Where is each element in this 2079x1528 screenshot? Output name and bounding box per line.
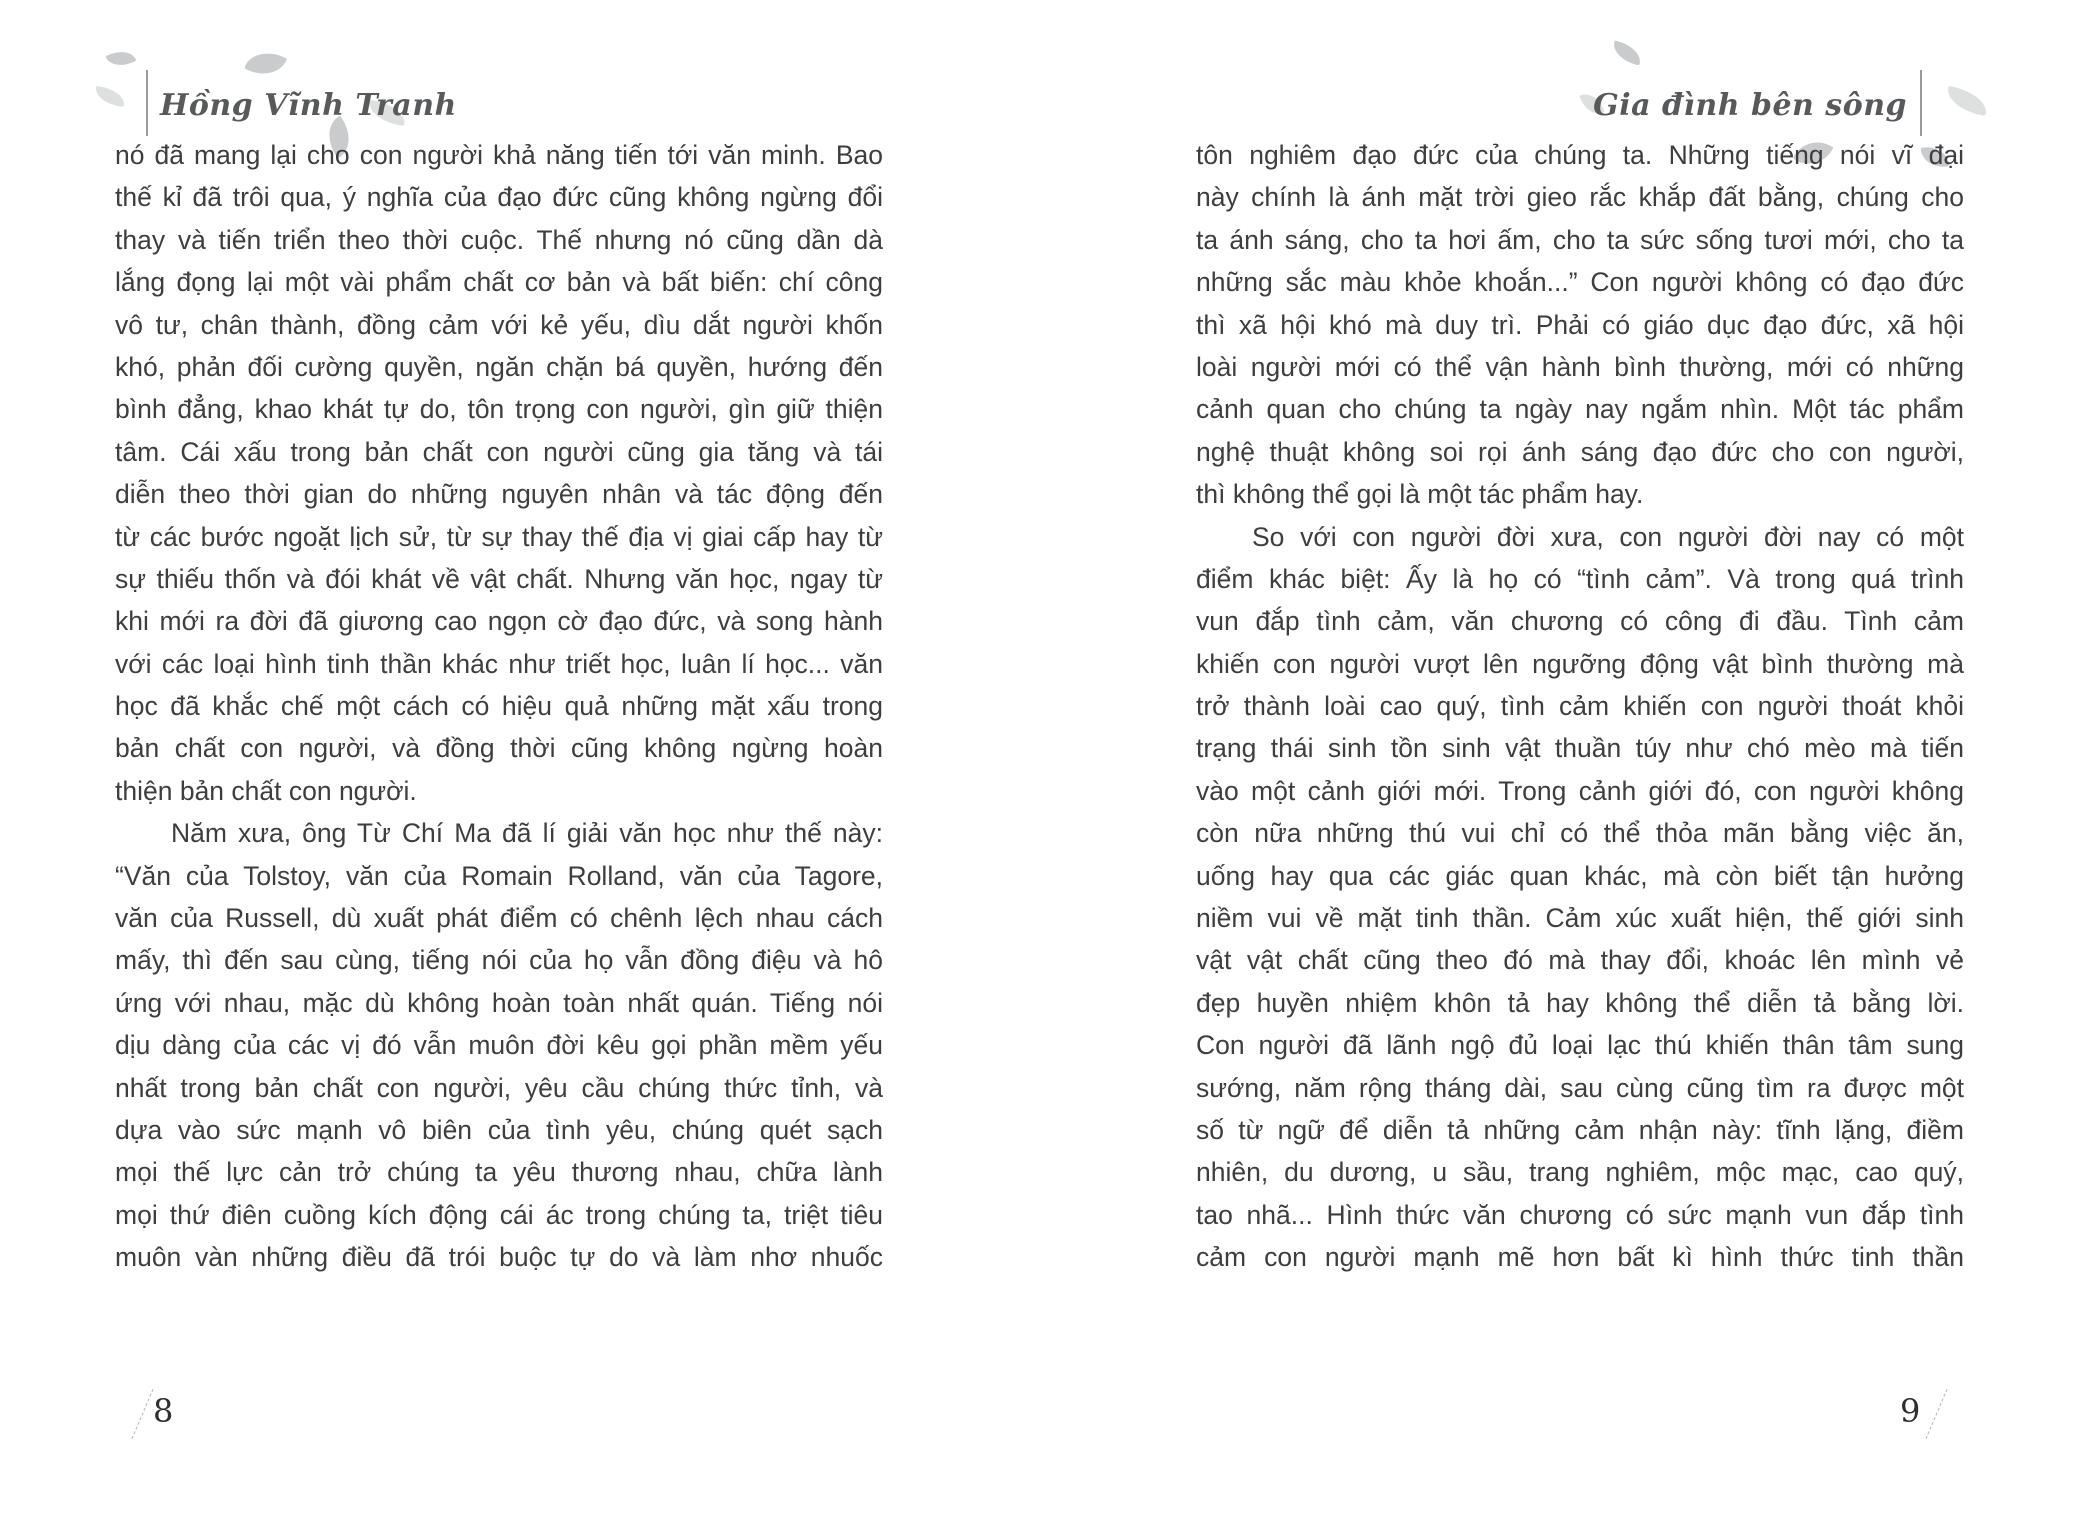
text-line: So với con người đời xưa, con người đời nay có một xyxy=(1252,521,1964,552)
text-line: bình đẳng, khao khát tự do, tôn trọng con người, gìn giữ thiện xyxy=(115,394,883,425)
text-line: trở thành loài cao quý, tình cảm khiến con người thoát khỏi xyxy=(1196,691,1964,722)
text-line: thiện bản chất con người. xyxy=(115,775,417,806)
header-divider-rule xyxy=(1920,70,1922,136)
text-line: tao nhã... Hình thức văn chương có sức mạnh vun đắp tình xyxy=(1196,1199,1964,1230)
text-line: khó, phản đối cường quyền, ngăn chặn bá quyền, hướng đến xyxy=(115,351,883,382)
text-line: thay và tiến triển theo thời cuộc. Thế nhưng nó cũng dần dà xyxy=(115,224,883,255)
page-number-right: 9 xyxy=(1900,1392,1921,1430)
text-line: bản chất con người, và đồng thời cũng không ngừng hoàn xyxy=(115,733,883,764)
folio-slash-ornament xyxy=(1925,1389,1947,1439)
text-line: loài người mới có thể vận hành bình thường, mới có những xyxy=(1196,351,1964,382)
text-line: thế kỉ đã trôi qua, ý nghĩa của đạo đức cũng không ngừng đổi xyxy=(115,182,883,213)
leaf-icon xyxy=(106,45,137,71)
text-line: vật vật chất cũng theo đó mà thay đổi, khoác lên mình vẻ xyxy=(1196,945,1964,976)
text-line: Con người đã lãnh ngộ đủ loại lạc thú khiến thân tâm sung xyxy=(1196,1030,1964,1061)
text-line: uống hay qua các giác quan khác, mà còn biết tận hưởng xyxy=(1196,860,1964,891)
text-line: nó đã mang lại cho con người khả năng tiến tới văn minh. Bao xyxy=(115,140,883,170)
page-number-left: 8 xyxy=(153,1392,174,1430)
leaf-icon xyxy=(94,86,126,107)
text-line: điểm khác biệt: Ấy là họ có “tình cảm”. Và trong quá trình xyxy=(1196,563,1964,594)
text-line: nhiên, du dương, u sầu, trang nghiêm, mộc mạc, cao quý, xyxy=(1196,1157,1964,1188)
text-line: cảm con người mạnh mẽ hơn bất kì hình thức tinh thần xyxy=(1196,1242,1964,1273)
text-line: vun đắp tình cảm, văn chương có công đi đầu. Tình cảm xyxy=(1196,606,1964,637)
text-line: Năm xưa, ông Từ Chí Ma đã lí giải văn học như thế này: xyxy=(171,818,883,849)
right-page-text-column xyxy=(1196,134,1964,1279)
text-line: ứng với nhau, mặc dù không hoàn toàn nhất quán. Tiếng nói xyxy=(115,987,883,1018)
text-line: khi mới ra đời đã giương cao ngọn cờ đạo đức, và song hành xyxy=(115,606,883,637)
text-line: ta ánh sáng, cho ta hơi ấm, cho ta sức sống tươi mới, cho ta xyxy=(1196,224,1964,255)
left-page-text-column xyxy=(115,134,883,1279)
text-line: sướng, năm rộng tháng dài, sau cùng cũng tìm ra được một xyxy=(1196,1072,1964,1103)
text-line: tôn nghiêm đạo đức của chúng ta. Những tiếng nói vĩ đại xyxy=(1196,140,1964,170)
text-line: tâm. Cái xấu trong bản chất con người cũng gia tăng và tái xyxy=(115,436,883,467)
text-line: mọi thế lực cản trở chúng ta yêu thương nhau, chữa lành xyxy=(115,1157,883,1188)
text-line: văn của Russell, dù xuất phát điểm có chênh lệch nhau cách xyxy=(115,903,883,934)
running-header-author: Hồng Vĩnh Tranh xyxy=(160,88,457,123)
text-line: cảnh quan cho chúng ta ngày nay ngắm nhìn. Một tác phẩm xyxy=(1196,394,1964,425)
text-line: còn nữa những thú vui chỉ có thể thỏa mãn bằng việc ăn, xyxy=(1196,818,1964,849)
leaf-icon xyxy=(1610,40,1644,65)
running-header-book-title: Gia đình bên sông xyxy=(1593,88,1907,123)
text-line: khiến con người vượt lên ngưỡng động vật bình thường mà xyxy=(1196,648,1964,679)
header-divider-rule xyxy=(146,70,148,136)
text-line: dựa vào sức mạnh vô biên của tình yêu, chúng quét sạch xyxy=(115,1114,883,1145)
text-line: nghệ thuật không soi rọi ánh sáng đạo đức cho con người, xyxy=(1196,436,1964,467)
text-line: dịu dàng của các vị đó vẫn muôn đời kêu gọi phần mềm yếu xyxy=(115,1030,883,1061)
leaf-icon xyxy=(244,44,287,83)
text-line: vô tư, chân thành, đồng cảm với kẻ yếu, dìu dắt người khốn xyxy=(115,309,883,340)
text-line: sự thiếu thốn và đói khát về vật chất. Nhưng văn học, ngay từ xyxy=(115,563,883,594)
text-line: lắng đọng lại một vài phẩm chất cơ bản và bất biến: chí công xyxy=(115,267,883,298)
text-line: mọi thứ điên cuồng kích động cái ác trong chúng ta, triệt tiêu xyxy=(115,1199,883,1230)
text-line: niềm vui về mặt tinh thần. Cảm xúc xuất hiện, thế giới sinh xyxy=(1196,903,1964,934)
text-line: những sắc màu khỏe khoắn...” Con người không có đạo đức xyxy=(1196,267,1964,298)
text-line: số từ ngữ để diễn tả những cảm nhận này: tĩnh lặng, điềm xyxy=(1196,1114,1964,1145)
text-line: nhất trong bản chất con người, yêu cầu chúng thức tỉnh, và xyxy=(115,1072,883,1103)
text-line: đẹp huyền nhiệm khôn tả hay không thể diễn tả bằng lời. xyxy=(1196,987,1964,1018)
folio-slash-ornament xyxy=(131,1389,153,1439)
text-line: “Văn của Tolstoy, văn của Romain Rolland, văn của Tagore, xyxy=(115,860,883,891)
text-line: thì xã hội khó mà duy trì. Phải có giáo dục đạo đức, xã hội xyxy=(1196,309,1964,340)
text-line: mấy, thì đến sau cùng, tiếng nói của họ vẫn đồng điệu và hô xyxy=(115,945,883,976)
text-line: trạng thái sinh tồn sinh vật thuần túy như chó mèo mà tiến xyxy=(1196,733,1964,764)
text-line: muôn vàn những điều đã trói buộc tự do và làm nhơ nhuốc xyxy=(115,1242,883,1273)
leaf-icon xyxy=(1944,86,1990,116)
text-line: diễn theo thời gian do những nguyên nhân và tác động đến xyxy=(115,479,883,510)
text-line: từ các bước ngoặt lịch sử, từ sự thay thế địa vị giai cấp hay từ xyxy=(115,521,883,552)
text-line: với các loại hình tinh thần khác như triết học, luân lí học... văn xyxy=(115,648,883,679)
text-line: học đã khắc chế một cách có hiệu quả những mặt xấu trong xyxy=(115,691,883,722)
text-line: này chính là ánh mặt trời gieo rắc khắp đất bằng, chúng cho xyxy=(1196,182,1964,213)
text-line: thì không thể gọi là một tác phẩm hay. xyxy=(1196,479,1644,510)
text-line: vào một cảnh giới mới. Trong cảnh giới đó, con người không xyxy=(1196,775,1964,806)
